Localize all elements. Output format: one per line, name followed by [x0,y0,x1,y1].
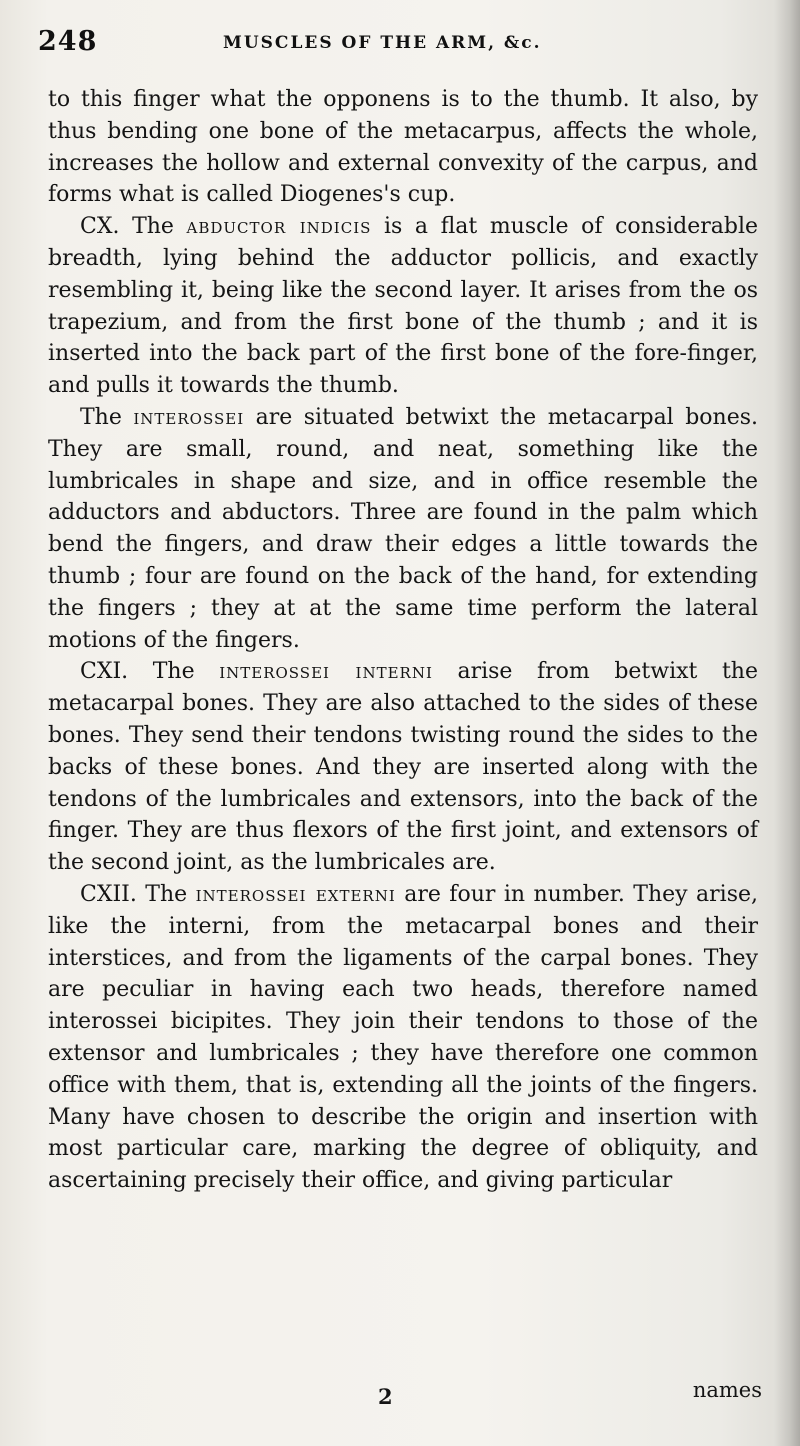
spine-shadow [774,0,800,1446]
page-number: 248 [38,26,98,57]
running-head [38,26,760,62]
paragraph-cxii-text: are four in number. They arise, like the interni, from the metacarpal bones and their interstices, and from the ligaments of the carpal bones. They are peculiar in having each two heads, therefore named interossei bicipites. They join their tendons to those of the extensor and lumbricales ; they have therefore one common office with them, that is, extending all the joints of the fingers. Many have chosen to describe the origin and insertion with most particular care, marking the degree of obliquity, and ascertaining precisely their office, and giving particular [48,881,759,1194]
paragraph-cxi-text: arise from betwixt the metacarpal bones. They are also attached to the sides of these bones. They send their tendons twisting round the sides to the backs of these bones. And they are inserted along with the tendons of the lumbricales and extensors, into the back of the finger. They are thus flexors of the first joint, and extensors of the second joint, as the lumbricales are. [48,659,758,876]
body-text [48,84,758,1197]
paragraph-cx-lead: CX. The [80,214,187,240]
term-interossei-interni: interossei interni [219,659,433,685]
paragraph-cx-text: is a flat muscle of considerable breadth, lying behind the adductor pollicis, and exactly resembling it, being like the second layer. It arises from the os trapezium, and from the first bone of the thumb ; and it is inserted into the back part of the first bone of the fore-finger, and pulls it towards the thumb. [48,214,759,399]
signature-mark: 2 [378,1384,393,1409]
running-title: MUSCLES OF THE ARM, &c. [223,33,542,53]
paragraph-interossei [48,402,758,656]
paragraph-cxii-lead: CXII. The [80,881,196,907]
paragraph-1-text: to this finger what the opponens is to the thumb. It also, by thus bending one bone of the metacarpus, affects the whole, increases the hollow and external convexity of the carpus, and forms what is called Diogenes's cup. [48,87,758,208]
term-interossei-externi: interossei externi [195,881,396,907]
paragraph-interossei-lead: The [80,404,134,430]
catchword: names [692,1378,762,1402]
page-footer [48,1378,762,1412]
paragraph-interossei-text: are situated betwixt the metacarpal bones. They are small, round, and neat, something like the lumbricales in shape and size, and in office resemble the adductors and abductors. Three are found in the palm which bend the fingers, and draw their edges a little towards the thumb ; four are found on the back of the hand, for extending the fingers ; they at at the same time perform the lateral motions of the fingers. [48,404,759,653]
paragraph-cx [48,211,758,402]
term-abductor-indicis: abductor indicis [186,214,372,240]
paragraph-cxii [48,879,758,1197]
term-interossei: interossei [133,404,245,430]
paragraph-cxi [48,656,758,879]
paragraph-1 [48,84,758,211]
paragraph-cxi-lead: CXI. The [80,659,220,685]
